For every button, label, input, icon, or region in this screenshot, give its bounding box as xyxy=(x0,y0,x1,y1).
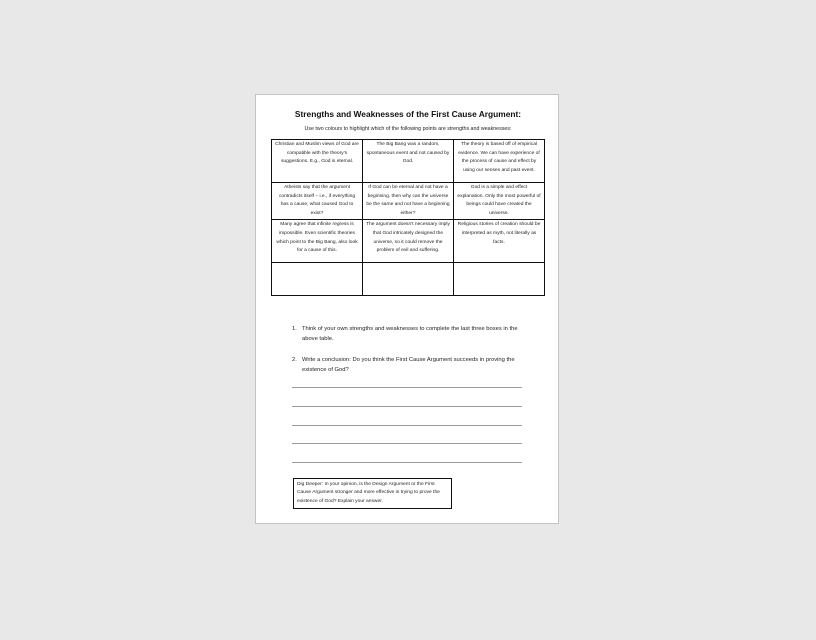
table-cell: If God can be eternal and not have a beginning, then why can the universe be the same and not have a beginning either? xyxy=(363,183,454,220)
table-row xyxy=(272,140,545,183)
table-cell: Christian and Muslim views of God are compatible with the theory's suggestions. E.g., God is eternal. xyxy=(272,140,363,183)
empty-cell xyxy=(363,263,454,296)
table-row xyxy=(272,220,545,263)
answer-line xyxy=(292,406,522,407)
strengths-weaknesses-table xyxy=(271,139,545,296)
answer-line xyxy=(292,425,522,426)
question-1 xyxy=(292,324,522,344)
document-page xyxy=(255,94,559,524)
question-text: Write a conclusion: Do you think the First Cause Argument succeeds in proving the existence of God? xyxy=(302,357,515,373)
empty-cell xyxy=(272,263,363,296)
table-cell: Religious stories of creation should be interpreted as myth, not literally as facts. xyxy=(454,220,545,263)
question-number: 1. xyxy=(292,326,297,332)
table-cell: The Big Bang was a random, spontaneous event and not caused by God. xyxy=(363,140,454,183)
table-cell: God is a simple and effect explanation. Only the most powerful of beings could have created the universe. xyxy=(454,183,545,220)
dig-deeper-box: Dig Deeper: In your opinion, is the Design Argument or the First Cause Argument stronger and more effective in trying to prove the existence of God? Explain your answer. xyxy=(293,478,452,509)
answer-line xyxy=(292,462,522,463)
question-number: 2. xyxy=(292,357,297,363)
empty-cell xyxy=(454,263,545,296)
answer-line xyxy=(292,387,522,388)
table-cell: Many agree that infinite regress is impossible. Even scientific theories which point to the Big Bang, also look for a cause of this. xyxy=(272,220,363,263)
table-cell: The argument doesn't necessary imply that God intricately designed the universe, so it could remove the problem of evil and suffering. xyxy=(363,220,454,263)
table-cell: The theory is based off of empirical evidence. We can have experience of the process of cause and effect by using our senses and past event. xyxy=(454,140,545,183)
answer-line xyxy=(292,443,522,444)
table-row-empty xyxy=(272,263,545,296)
instruction-text: Use two colours to highlight which of the following points are strengths and weaknesses: xyxy=(304,126,512,132)
table-cell: Atheists say that the argument contradicts itself – i.e., if everything has a cause, what caused God to exist? xyxy=(272,183,363,220)
table-row xyxy=(272,183,545,220)
question-text: Think of your own strengths and weaknesses to complete the last three boxes in the above table. xyxy=(302,326,518,342)
document-title: Strengths and Weaknesses of the First Cause Argument: xyxy=(294,109,522,119)
question-2 xyxy=(292,355,522,375)
